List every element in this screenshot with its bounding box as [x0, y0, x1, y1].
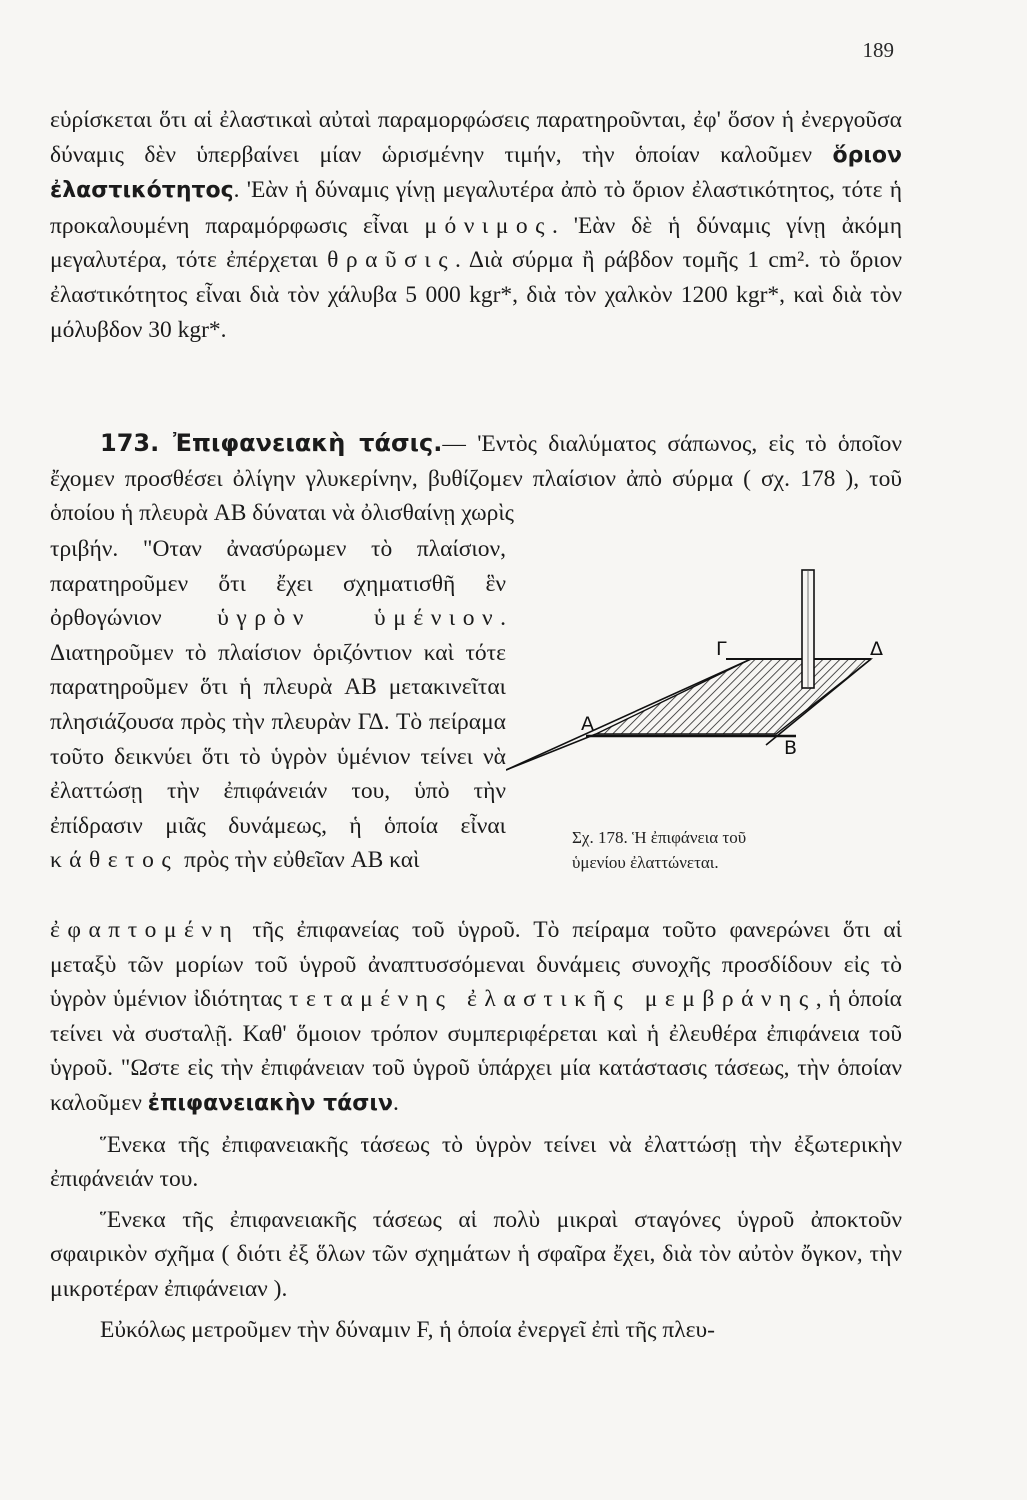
bold-term-elastic-limit: ὅριον ἐλαστικότητος: [50, 142, 902, 204]
label-delta: Δ: [870, 638, 883, 660]
paragraph-effect-drops: Ἕνεκα τῆς ἐπιφανειακῆς τάσεως αἱ πολὺ μικραὶ σταγόνες ὑγροῦ ἀποκτοῦν σφαιρικὸν σχῆμα ( διότι ἐξ ὅλων τῶν σχημάτων ἡ σφαῖρα ἔχει, διὰ τὸν αὐτὸν ὄγκον, τὴν μικροτέραν ἐπιφάνειαν ).: [50, 1206, 902, 1302]
text-run: . 'Εὰν δὲ ἡ δύναμις γίνῃ ἀκόμη μεγαλυτέρα, τότε ἐπέρχεται: [50, 212, 903, 274]
paragraph-surface-tension: [50, 913, 902, 1347]
paragraph-wrap-around-figure: [50, 532, 506, 878]
text-run: , ἡ ὁποία τείνει νὰ συσταλῇ. Καθ' ὅμοιον τρόπον συμπεριφέρεται καὶ ἡ ἐλευθέρα ἐπιφάνεια τοῦ ὑγροῦ. "Ωστε εἰς τὴν ἐπιφάνειαν τοῦ ὑγροῦ ὑπάρχει μία κατάστασις τάσεως, τὴν ὁποίαν καλοῦμεν: [50, 986, 902, 1116]
text-run: — 'Εντὸς διαλύματος σάπωνος, εἰς τὸ ὁποῖον ἔχομεν προσθέσει ὀλίγην γλυκερίνην, βυθίζομεν πλαίσιον ἀπὸ σύρμα ( σχ. 178 ), τοῦ ὁποίου ἡ πλευρὰ AB δύναται νὰ ὀλισθαίνῃ χωρὶς: [50, 431, 902, 527]
bold-term-surface-tension: ἐπιφανειακὴν τάσιν: [147, 1090, 393, 1116]
spaced-term-fracture: θραῦσις: [327, 247, 456, 274]
caption-line: ὑμενίου ἐλαττώνεται.: [572, 853, 719, 872]
page-number: 189: [862, 38, 894, 62]
paragraph-elastic-limit: [50, 103, 902, 347]
spaced-term-tangent: ἐφαπτομένη: [50, 917, 240, 943]
frame-left-rail-lower: [506, 734, 596, 770]
paragraph-effect-area: Ἕνεκα τῆς ἐπιφανειακῆς τάσεως τὸ ὑγρὸν τείνει νὰ ἐλαττώσῃ τὴν ἐξωτερικὴν ἐπιφάνειάν του.: [50, 1131, 902, 1193]
figure-caption: [572, 825, 892, 875]
text-run: .: [392, 1089, 399, 1116]
text-run: . 'Εὰν ἡ δύναμις γίνῃ μεγαλυτέρα ἀπὸ τὸ ὅριον ἐλαστικότητος, τότε ἡ προκαλουμένη παραμόρφωσις εἶναι: [50, 177, 902, 239]
spaced-term-perpendicular: κάθετος: [50, 847, 179, 874]
paragraph-force-measure: Εὐκόλως μετροῦμεν τὴν δύναμιν F, ἡ ὁποία ἐνεργεῖ ἐπὶ τῆς πλευ-: [100, 1316, 715, 1343]
label-A: A: [581, 713, 594, 735]
caption-line: Σχ. 178. Ἡ ἐπιφάνεια τοῦ: [572, 828, 747, 847]
label-B: B: [784, 737, 798, 759]
text-run: τῆς ἐπιφανείας τοῦ ὑγροῦ. Τὸ πείραμα τοῦτο φανερώνει ὅτι αἱ μεταξὺ τῶν μορίων τοῦ ὑγροῦ ἀναπτυσσόμεναι δυνάμεις συνοχῆς προσδίδουν εἰς τὸ ὑγρὸν ὑμένιον ἰδιότητας: [50, 917, 902, 1013]
text-run: πρὸς τὴν εὐθεῖαν AB καὶ: [178, 847, 420, 874]
spaced-term-stretched-membrane: τεταμένης ἐλαστικῆς μεμβράνης: [289, 986, 816, 1013]
liquid-film-hatched-area: [596, 659, 871, 734]
text-run: . Διατηροῦμεν τὸ πλαίσιον ὁριζόντιον καὶ τότε παρατηροῦμεν ὅτι ἡ πλευρὰ AB μετακινεῖται πλησιάζουσα πρὸς τὴν πλευρὰν ΓΔ. Τὸ πείραμα τοῦτο δεικνύει ὅτι τὸ ὑγρὸν ὑμένιον τείνει νὰ ἐλαττώσῃ τὴν ἐπιφάνειάν του, ὑπὸ τὴν ἐπίδρασιν μιᾶς δυνάμεως, ἡ ὁποία εἶναι: [50, 605, 506, 839]
section-173: [50, 426, 902, 531]
text-run: . Διὰ σύρμα ἢ ράβδον τομῆς 1 cm². τὸ ὅριον ἐλαστικότητος εἶναι διὰ τὸν χάλυβα 5 000 kgr*, διὰ τὸν χαλκὸν 1200 kgr*, καὶ διὰ τὸν μόλυβδον 30 kgr*.: [50, 247, 902, 343]
text-run: εὑρίσκεται ὅτι αἱ ἐλαστικαὶ αὐταὶ παραμορφώσεις παρατηροῦνται, ἐφ' ὅσον ἡ ἐνεργοῦσα δύναμις δὲν ὑπερβαίνει μίαν ὡρισμένην τιμήν, τὴν ὁποίαν καλοῦμεν: [50, 107, 902, 168]
spaced-term-liquid-film: ὑγρὸν ὑμένιον: [217, 605, 501, 632]
text-run: τριβήν. "Οταν ἀνασύρωμεν τὸ πλαίσιον, παρατηροῦμεν ὅτι ἔχει σχηματισθῆ ἓν ὀρθογώνιον: [50, 536, 506, 632]
label-gamma: Γ: [716, 638, 727, 660]
section-heading: 173. Ἐπιφανειακὴ τάσις.: [100, 429, 443, 457]
soap-film-frame-diagram: [506, 560, 906, 830]
spaced-term-permanent: μόνιμος: [424, 212, 552, 239]
